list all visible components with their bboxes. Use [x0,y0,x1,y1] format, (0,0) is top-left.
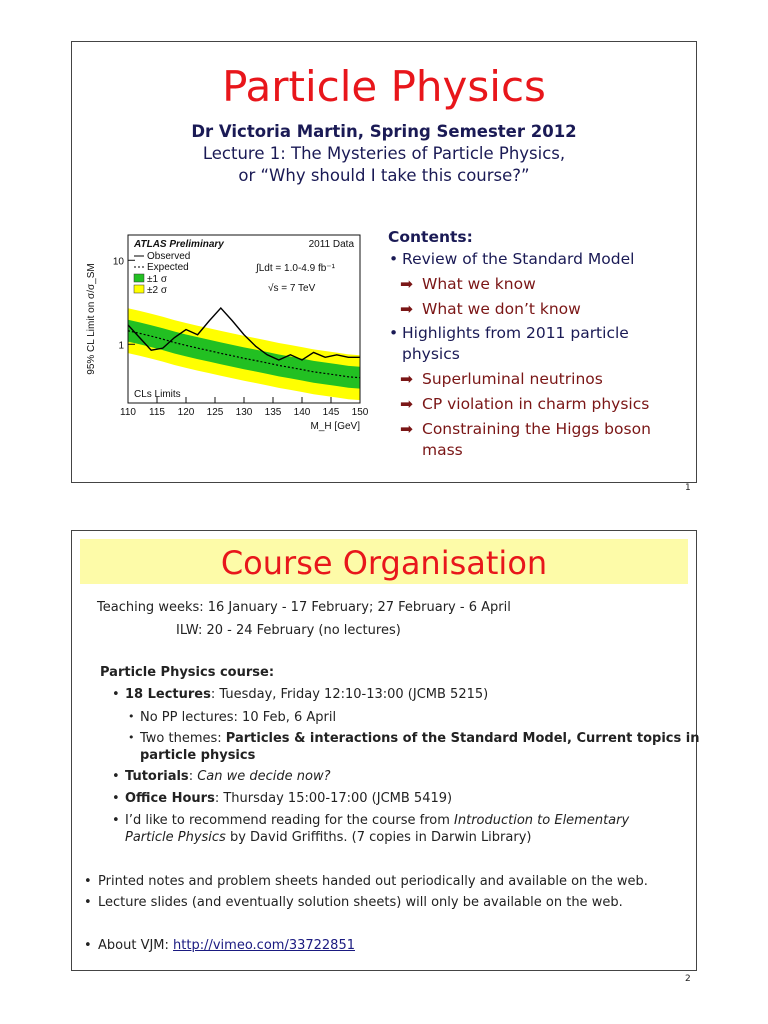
x-tick-label: 135 [264,407,282,418]
x-tick-label: 130 [235,407,253,418]
contents-subitem [388,419,688,461]
about-prefix: About VJM: [98,938,174,953]
contents-subitem [388,394,688,415]
energy-label: √s = 7 TeV [268,283,316,294]
x-tick-label: 115 [149,407,165,418]
x-tick-label: 150 [351,407,369,418]
recommend-suffix: by David Griffiths. (7 copies in Darwin Library) [225,830,532,845]
arrow-icon: ➡ [400,275,413,293]
legend-band2-label: ±2 σ [147,285,167,296]
higgs-limit-chart [82,229,372,439]
arrow-icon: ➡ [400,300,413,318]
contents-bullet: • Review of the Standard Model [389,250,635,268]
office-text: : Thursday 15:00-17:00 (JCMB 5419) [214,791,453,806]
legend-expected-label: Expected [147,262,189,273]
author-line: Dr Victoria Martin, Spring Semester 2012 [191,122,577,141]
recommend-prefix: I’d like to recommend reading for the course from [125,813,455,828]
tutorials-sep: : [188,769,198,784]
arrow-icon: ➡ [400,395,413,413]
teaching-weeks: Teaching weeks: 16 January - 17 February; 27 February - 6 April [97,600,511,615]
contents-subitem [388,274,688,295]
no-pp-lectures: No PP lectures: 10 Feb, 6 April [140,710,337,725]
arrow-icon: ➡ [400,420,413,438]
bullet-text: Review of the Standard Model [402,250,635,268]
recommend-book-2: Particle Physics [125,830,226,845]
lecture-slides: Lecture slides (and eventually solution sheets) will only be available on the web. [98,895,623,910]
recommend-book: Introduction to Elementary [454,813,630,828]
course-heading: Particle Physics course: [100,665,275,680]
subitem-text: Superluminal neutrinos [422,370,603,388]
bullet-dot: • [84,874,92,889]
bullet-text: Highlights from 2011 particle physics [402,324,629,363]
x-tick-label: 125 [206,407,224,418]
bullet-dot: • [128,731,135,744]
recommend-line [125,813,629,828]
legend-band2-swatch [134,285,144,293]
legend-observed-label: Observed [147,251,191,262]
x-tick-label: 145 [322,407,340,418]
tutorials-line [125,769,331,784]
legend-band1-label: ±1 σ [147,274,167,285]
bullet-dot: • [128,710,135,723]
subitem-text: Constraining the Higgs boson mass [422,420,651,459]
luminosity-label: ∫Ldt = 1.0-4.9 fb⁻¹ [256,263,335,274]
title-banner [80,539,688,584]
themes-bold: Particles & interactions of the Standard Model, Current topics in [225,731,700,746]
slide-title: Particle Physics [222,62,546,111]
page-number: 1 [685,483,691,493]
y-tick-label: 1 [118,340,124,352]
legend-band1-swatch [134,274,144,282]
tutorials-text: Can we decide now? [197,769,331,784]
contents-subitem [388,369,688,390]
x-tick-label: 140 [293,407,311,418]
themes-prefix: Two themes: [140,731,226,746]
y-tick-label: 10 [112,256,124,268]
bullet-dot: • [112,687,120,702]
bullet-dot: • [84,938,92,953]
lectures-label: 18 Lectures [125,687,211,702]
bullet-dot: • [112,791,120,806]
data-label: 2011 Data [308,239,354,250]
bullet-dot: • [112,813,120,828]
question-line: or “Why should I take this course?” [238,166,530,185]
themes-line-2: particle physics [140,748,256,763]
slide-title: Course Organisation [220,544,548,582]
subitem-text: What we know [422,275,536,293]
chart-svg [82,229,372,439]
printed-notes: Printed notes and problem sheets handed out periodically and available on the web. [98,874,648,889]
method-label: CLs Limits [134,389,181,400]
office-label: Office Hours [125,791,215,806]
subitem-text: CP violation in charm physics [422,395,650,413]
lecture-line: Lecture 1: The Mysteries of Particle Physics, [202,144,566,163]
tutorials-label: Tutorials [125,769,189,784]
lectures-text: : Tuesday, Friday 12:10-13:00 (JCMB 5215) [210,687,489,702]
bullet-dot: • [84,895,92,910]
subitem-text: What we don’t know [422,300,581,318]
slide-2 [71,530,700,971]
about-line [98,938,355,953]
themes-line [140,731,699,746]
contents-bullet: • Highlights from 2011 particle physics [389,324,629,363]
x-tick-label: 110 [120,407,136,418]
contents-heading: Contents: [388,228,473,246]
chart-title: ATLAS Preliminary [134,239,224,250]
arrow-icon: ➡ [400,370,413,388]
bullet-dot: • [112,769,120,784]
contents-list [388,228,688,461]
y-axis-label: 95% CL Limit on σ/σ_SM [86,263,97,375]
page-number: 2 [685,974,691,984]
vimeo-link[interactable]: http://vimeo.com/33722851 [173,938,355,953]
lectures-line [125,687,488,702]
slide-1 [71,41,697,483]
ilw-line: ILW: 20 - 24 February (no lectures) [176,623,401,638]
x-axis-label: M_H [GeV] [310,421,360,432]
contents-subitem [388,299,688,320]
office-hours-line [125,791,452,806]
recommend-line-2 [125,830,531,845]
x-tick-label: 120 [177,407,195,418]
